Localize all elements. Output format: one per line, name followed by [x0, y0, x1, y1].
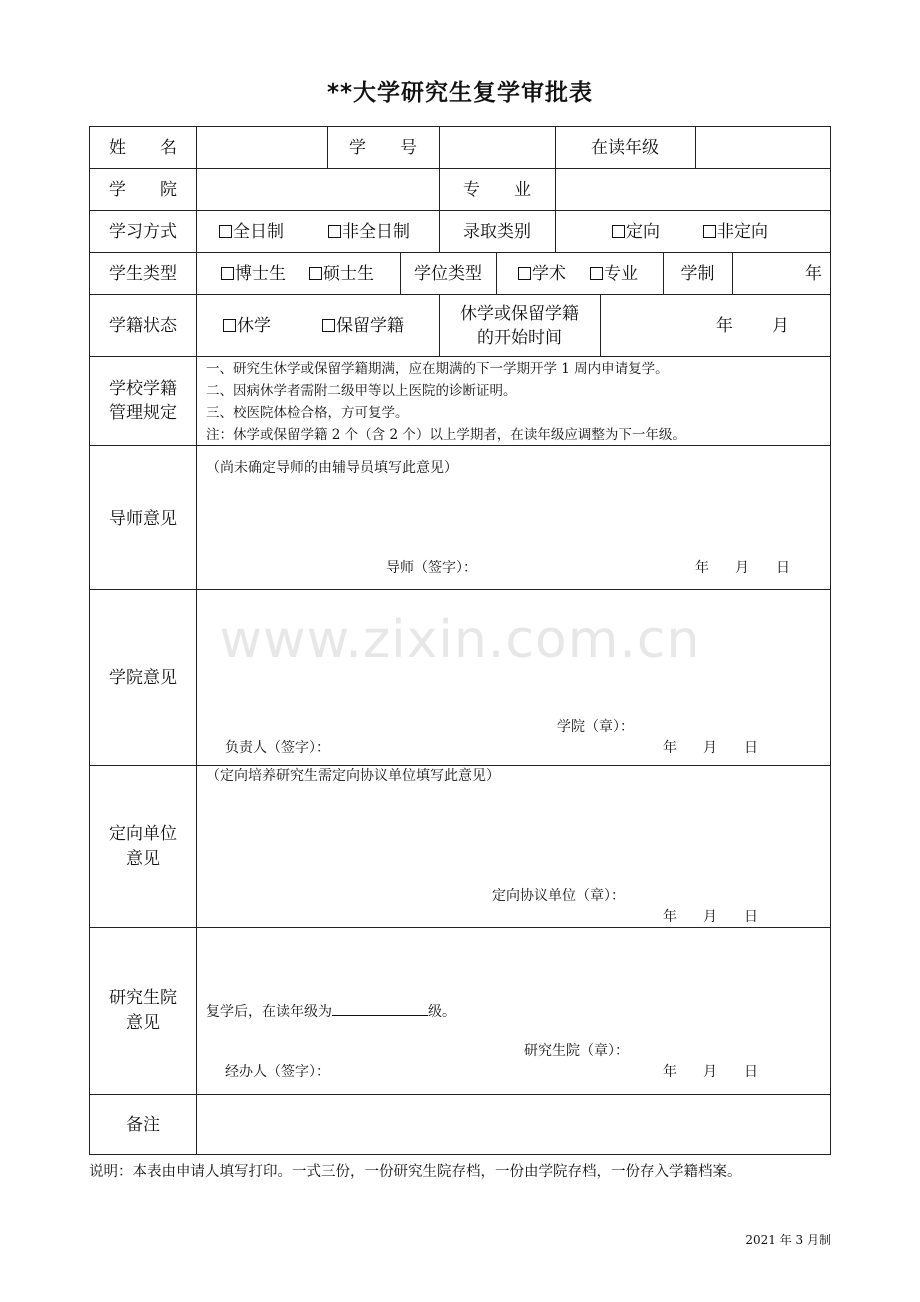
college-label: 学 院 [109, 180, 177, 200]
master-checkbox[interactable] [309, 266, 374, 283]
resumed-grade-text: 复学后，在读年级为 [206, 1004, 332, 1020]
start-time-label-line2: 的开始时间 [477, 328, 562, 348]
advisor-day: 日 [776, 560, 790, 576]
advisor-opinion-label: 导师意见 [109, 509, 177, 529]
retention-checkbox[interactable] [322, 318, 404, 335]
watermark: www.zixin.com.cn [219, 610, 701, 670]
rule-item: 注：休学或保留学籍 2 个（含 2 个）以上学期者，在读年级应调整为下一年级。 [206, 427, 686, 443]
checkbox-icon [328, 225, 341, 238]
non-directed-checkbox[interactable] [703, 224, 768, 241]
checkbox-icon [322, 319, 335, 332]
student-type-label: 学生类型 [109, 264, 177, 284]
cell-divider [555, 168, 556, 210]
year-unit: 年 [805, 264, 822, 284]
graduate-school-day: 日 [744, 1064, 758, 1080]
revision-date: 2021 年 3 月制 [745, 1233, 831, 1247]
resumed-grade-suffix: 级。 [428, 1004, 456, 1020]
directed-unit-day: 日 [744, 909, 758, 925]
professional-checkbox[interactable] [590, 266, 638, 283]
grade-label: 在读年级 [591, 138, 659, 158]
resumed-grade-blank[interactable] [332, 1003, 428, 1016]
form-note: 说明：本表由申请人填写打印。一式三份，一份研究生院存档，一份由学院存档，一份存入学籍档案。 [89, 1164, 742, 1180]
cell-divider [600, 294, 601, 356]
college-year: 年 [663, 740, 677, 756]
row-divider [90, 294, 830, 295]
academic-checkbox[interactable] [518, 266, 566, 283]
checkbox-icon [703, 225, 716, 238]
cell-divider [732, 252, 733, 294]
part-time-text: 非全日制 [342, 222, 410, 242]
full-time-checkbox[interactable] [219, 224, 284, 241]
graduate-school-label-line2: 意见 [126, 1013, 160, 1033]
directed-checkbox[interactable] [612, 224, 660, 241]
start-month-unit: 月 [772, 316, 789, 336]
enrollment-status-label: 学籍状态 [109, 316, 177, 336]
cell-divider [555, 210, 556, 252]
checkbox-icon [612, 225, 625, 238]
checkbox-icon [518, 267, 531, 280]
row-divider [90, 445, 830, 446]
start-year-unit: 年 [716, 316, 733, 336]
directed-unit-label-line1: 定向单位 [109, 824, 177, 844]
row-divider [90, 927, 830, 928]
graduate-school-seal-label: 研究生院（章）： [524, 1043, 629, 1059]
rules-label-line2: 管理规定 [109, 403, 177, 423]
student-id-label: 学 号 [349, 138, 417, 158]
college-opinion-label: 学院意见 [109, 668, 177, 688]
remarks-label: 备注 [126, 1115, 160, 1135]
non-directed-text: 非定向 [717, 222, 768, 242]
degree-type-label: 学位类型 [414, 264, 482, 284]
study-mode-label: 学习方式 [109, 222, 177, 242]
row-divider [90, 1094, 830, 1095]
master-text: 硕士生 [323, 264, 374, 284]
row-divider [90, 589, 830, 590]
college-day: 日 [744, 740, 758, 756]
resumed-grade-line [206, 1003, 456, 1019]
rule-item: 一、研究生休学或保留学籍期满，应在期满的下一学期开学 1 周内申请复学。 [206, 361, 669, 377]
cell-divider [439, 127, 440, 168]
doctor-text: 博士生 [235, 264, 286, 284]
label-column-divider [196, 127, 197, 1154]
directed-text: 定向 [626, 222, 660, 242]
directed-unit-month: 月 [703, 909, 717, 925]
cell-divider [695, 127, 696, 168]
name-label: 姓 名 [109, 138, 177, 158]
major-label: 专 业 [463, 180, 531, 200]
admission-type-label: 录取类别 [463, 222, 531, 242]
form-title: **大学研究生复学审批表 [326, 80, 594, 106]
checkbox-icon [309, 267, 322, 280]
cell-divider [496, 252, 497, 294]
part-time-checkbox[interactable] [328, 224, 410, 241]
checkbox-icon [219, 225, 232, 238]
row-divider [90, 168, 830, 169]
doctor-checkbox[interactable] [221, 266, 286, 283]
suspension-text: 休学 [237, 316, 271, 336]
rule-item: 二、因病休学者需附二级甲等以上医院的诊断证明。 [206, 383, 517, 399]
checkbox-icon [221, 267, 234, 280]
graduate-school-month: 月 [703, 1064, 717, 1080]
directed-unit-label-line2: 意见 [126, 849, 160, 869]
start-time-label-line1: 休学或保留学籍 [460, 304, 579, 324]
row-divider [90, 765, 830, 766]
college-month: 月 [703, 740, 717, 756]
graduate-school-year: 年 [663, 1064, 677, 1080]
graduate-school-handler-signature-label: 经办人（签字）： [225, 1064, 330, 1080]
graduate-school-label-line1: 研究生院 [109, 988, 177, 1008]
directed-unit-note: （定向培养研究生需定向协议单位填写此意见） [206, 768, 500, 784]
retention-text: 保留学籍 [336, 316, 404, 336]
checkbox-icon [223, 319, 236, 332]
advisor-signature-label: 导师（签字）： [386, 560, 477, 576]
academic-text: 学术 [532, 264, 566, 284]
college-head-signature-label: 负责人（签字）： [225, 740, 330, 756]
full-time-text: 全日制 [233, 222, 284, 242]
row-divider [90, 356, 830, 357]
professional-text: 专业 [604, 264, 638, 284]
directed-unit-year: 年 [663, 909, 677, 925]
directed-unit-seal-label: 定向协议单位（章）： [492, 888, 625, 904]
college-seal-label: 学院（章）： [557, 719, 634, 735]
checkbox-icon [590, 267, 603, 280]
approval-form-table [89, 126, 831, 1155]
row-divider [90, 210, 830, 211]
rules-label-line1: 学校学籍 [109, 379, 177, 399]
advisor-year: 年 [695, 560, 709, 576]
suspension-checkbox[interactable] [223, 318, 271, 335]
program-length-label: 学制 [680, 264, 715, 284]
advisor-month: 月 [735, 560, 749, 576]
advisor-note: （尚未确定导师的由辅导员填写此意见） [206, 460, 458, 476]
rule-item: 三、校医院体检合格，方可复学。 [206, 405, 409, 421]
row-divider [90, 252, 830, 253]
